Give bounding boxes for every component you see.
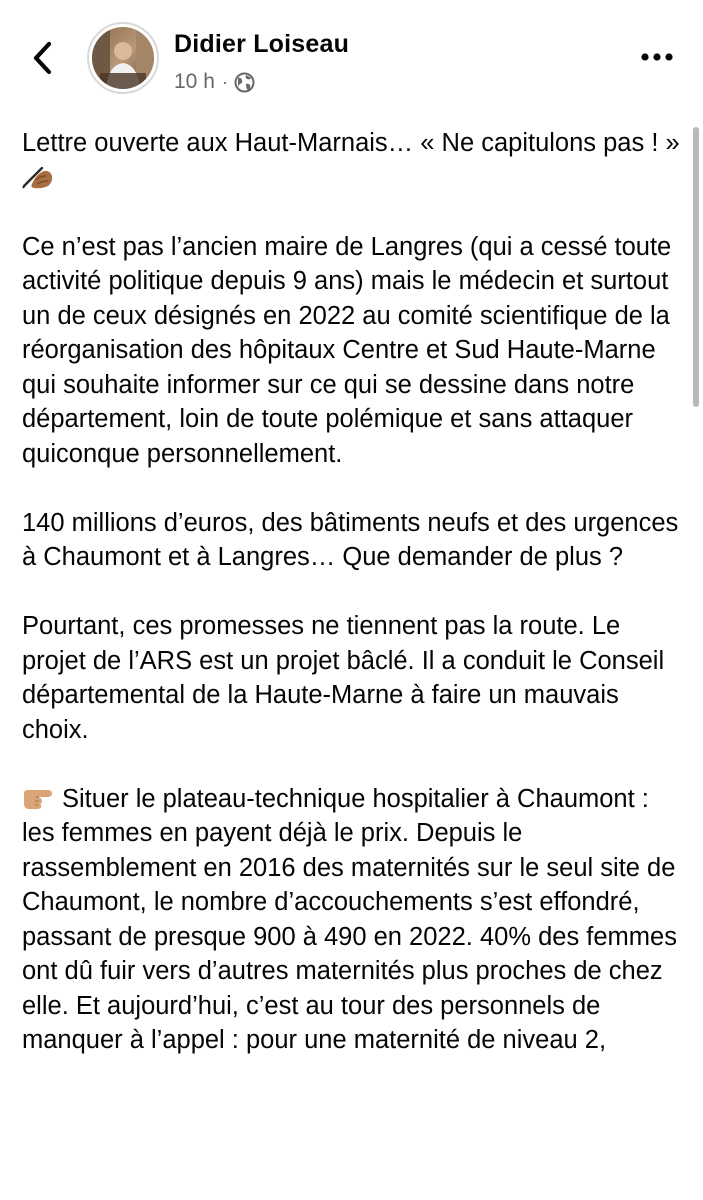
post-paragraph: Pourtant, ces promesses ne tiennent pas la route. Le projet de l’ARS est un projet bâclé. Il a conduit le Conseil départemental de la Haute-Marne à faire un mauvais choix. (22, 612, 665, 744)
globe-icon (234, 72, 255, 93)
avatar (92, 27, 154, 89)
more-options-button[interactable] (637, 42, 677, 72)
back-button[interactable] (26, 38, 60, 78)
post-time[interactable]: 10 h (174, 70, 215, 93)
post-paragraph: 140 millions d’euros, des bâtiments neufs et des urgences à Chaumont et à Langres… Que demander de plus ? (22, 508, 679, 571)
post-body (22, 126, 682, 1092)
meta-separator: · (221, 71, 228, 92)
author-avatar[interactable] (87, 22, 159, 94)
post-paragraph: Situer le plateau-technique hospitalier à Chaumont : les femmes en payent déjà le prix. Depuis le rassemblement en 2016 des maternités sur le seul site de Chaumont, le nombre d’accouchements s’est effondré, passant de presque 900 à 490 en 2022. 40% des femmes ont dû fuir vers d’autres maternités plus proches de chez elle. Et aujourd’hui, c’est au tour des personnels de manquer à l’appel : pour une maternité de niveau 2, (22, 784, 677, 1054)
post-paragraph: Ce n’est pas l’ancien maire de Langres (qui a cessé toute activité politique depuis 9 ans) mais le médecin et surtout un de ceux désignés en 2022 au comité scientifique de la réorganisation des hôpitaux Centre et Sud Haute-Marne qui souhaite informer sur ce qui se dessine dans notre département, loin de toute polémique et sans attaquer quiconque personnellement. (22, 232, 672, 468)
author-name[interactable]: Didier Loiseau (174, 30, 350, 58)
scrollbar[interactable] (693, 127, 699, 407)
chevron-left-icon (32, 41, 54, 75)
post-header (0, 0, 703, 112)
post-paragraph: Lettre ouverte aux Haut-Marnais… « Ne capitulons pas ! » (22, 126, 682, 195)
pointing-right-emoji (22, 783, 54, 811)
more-horizontal-icon (640, 52, 674, 62)
post-meta (174, 70, 255, 94)
writing-hand-emoji (22, 162, 54, 190)
